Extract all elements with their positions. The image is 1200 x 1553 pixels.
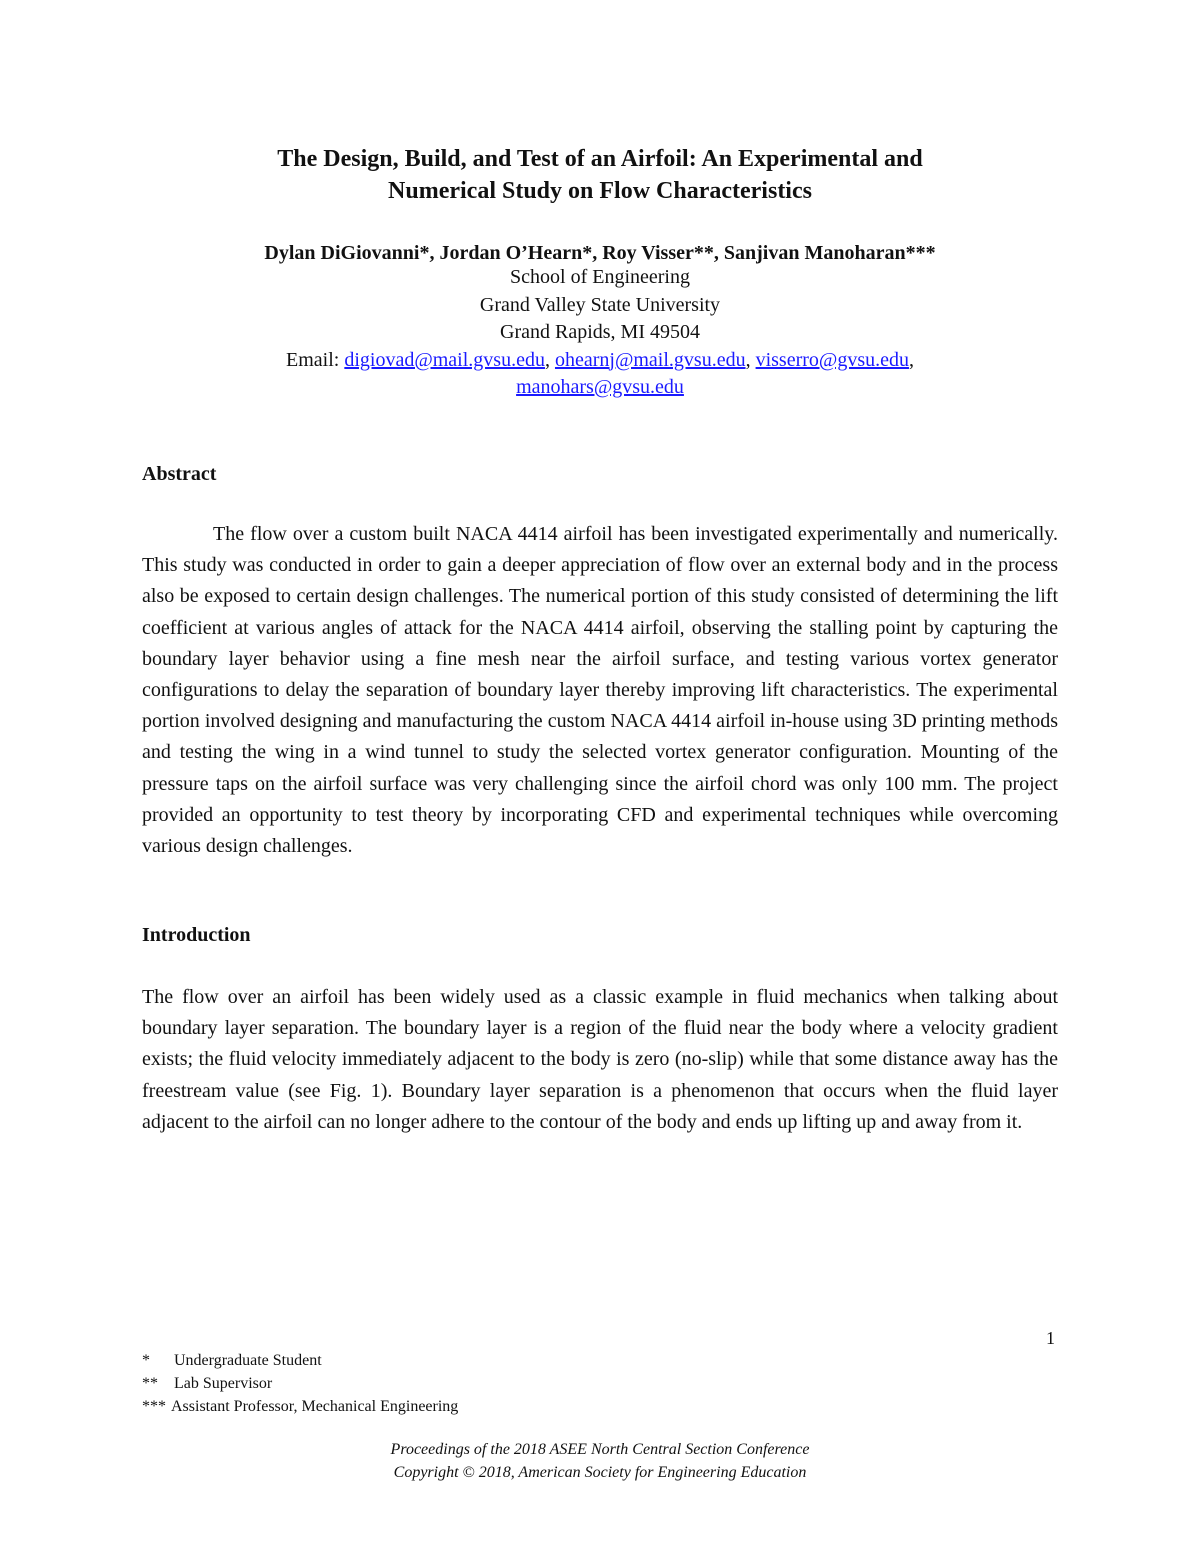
footnote-mark: * <box>142 1352 150 1369</box>
footnote-mark: ** <box>142 1375 158 1392</box>
introduction-heading: Introduction <box>142 924 251 946</box>
school-name: School of Engineering <box>510 266 690 288</box>
paper-title <box>0 143 1200 207</box>
affiliation-block <box>0 264 1200 402</box>
title-line-2: Numerical Study on Flow Characteristics <box>388 178 812 204</box>
introduction-body: The flow over an airfoil has been widely used as a classic example in fluid mechanics when talking about boundary layer separation. The boundary layer is a region of the fluid near the body where a velocity gradient exists; the fluid velocity immediately adjacent to the body is zero (no-slip) while that some distance away has the freestream value (see Fig. 1). Boundary layer separation is a phenomenon that occurs when the fluid layer adjacent to the airfoil can no longer adhere to the contour of the body and ends up lifting up and away from it. <box>142 986 1058 1133</box>
footer-copyright: Copyright © 2018, American Society for Engineering Education <box>393 1464 807 1481</box>
abstract-heading: Abstract <box>142 463 217 485</box>
email-line <box>0 347 1200 375</box>
footnote-text: Undergraduate Student <box>174 1352 322 1369</box>
university-name: Grand Valley State University <box>479 293 721 316</box>
email-separator: , <box>544 348 555 371</box>
email-link-ohearn[interactable]: ohearnj@mail.gvsu.edu <box>554 348 746 371</box>
city-address: Grand Rapids, MI 49504 <box>500 321 700 343</box>
conference-footer <box>0 1438 1200 1484</box>
footnote <box>142 1395 458 1418</box>
abstract-body: The flow over a custom built NACA 4414 airfoil has been investigated experimentally and numerically. This study was conducted in order to gain a deeper appreciation of flow over an external body and in the process also be exposed to certain design challenges. The numerical portion of this study consisted of determining the lift coefficient at various angles of attack for the NACA 4414 airfoil, observing the stalling point by capturing the boundary layer behavior using a fine mesh near the airfoil surface, and testing various vortex generator configurations to delay the separation of boundary layer thereby improving lift characteristics. The experimental portion involved designing and manufacturing the custom NACA 4414 airfoil in-house using 3D printing methods and testing the wing in a wind tunnel to study the selected vortex generator configuration. Mounting of the pressure taps on the airfoil surface was very challenging since the airfoil chord was only 100 mm. The project provided an opportunity to test theory by incorporating CFD and experimental techniques while overcoming various design challenges. <box>142 523 1058 858</box>
page-number: 1 <box>1046 1328 1055 1348</box>
email-trailing-comma: , <box>908 348 914 371</box>
email-link-manoharan[interactable]: manohars@gvsu.edu <box>516 376 684 398</box>
email-line-2 <box>0 374 1200 402</box>
footnote-mark: *** <box>142 1398 166 1415</box>
email-link-visser[interactable]: visserro@gvsu.edu <box>755 348 909 371</box>
email-separator: , <box>745 348 756 371</box>
footer-proceedings: Proceedings of the 2018 ASEE North Central Section Conference <box>390 1441 810 1458</box>
email-link-digiovanni[interactable]: digiovad@mail.gvsu.edu <box>344 348 545 371</box>
footnote <box>142 1349 458 1372</box>
author-list: Dylan DiGiovanni*, Jordan O’Hearn*, Roy Visser**, Sanjivan Manoharan*** <box>264 242 936 264</box>
footnote <box>142 1372 458 1395</box>
footnote-text: Lab Supervisor <box>174 1375 273 1392</box>
email-label: Email: <box>286 348 345 371</box>
footnote-text: Assistant Professor, Mechanical Engineering <box>171 1398 459 1415</box>
footnotes <box>142 1349 458 1418</box>
title-line-1: The Design, Build, and Test of an Airfoil: An Experimental and <box>277 146 923 172</box>
